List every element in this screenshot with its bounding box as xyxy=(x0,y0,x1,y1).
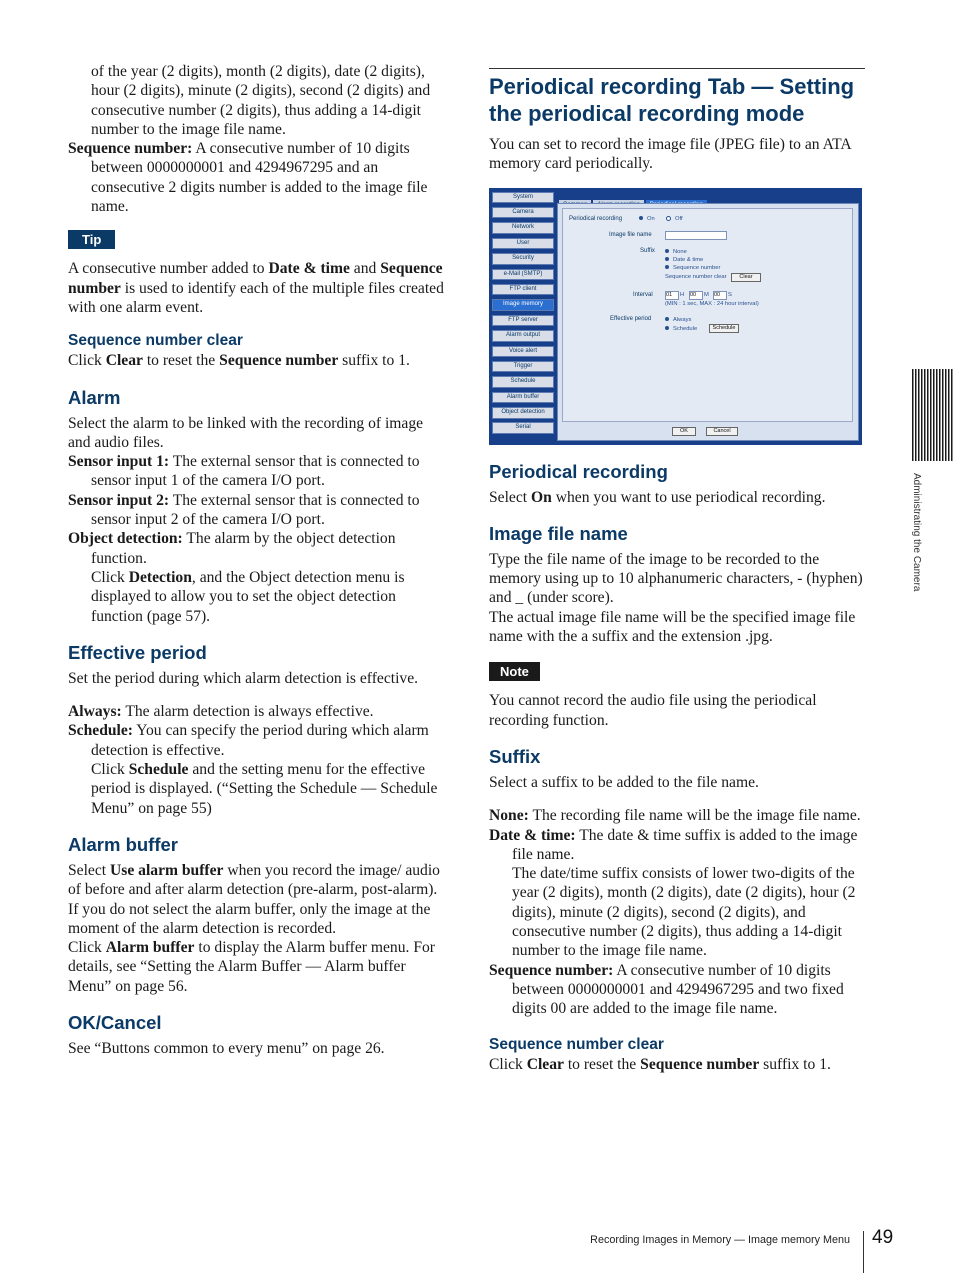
second-input: 00 xyxy=(713,291,727,300)
sidebar-item: System xyxy=(492,192,554,204)
opt-none: None xyxy=(665,248,687,256)
sidebar-item: Camera xyxy=(492,207,554,219)
schedule-button: Schedule xyxy=(709,324,739,333)
ok-cancel-heading: OK/Cancel xyxy=(68,1011,162,1033)
sidebar-item: Security xyxy=(492,253,554,265)
sidebar-item: Alarm output xyxy=(492,330,554,342)
opt-schedule: Schedule xyxy=(665,325,697,333)
off-option: Off xyxy=(666,215,683,223)
alarm-buffer-heading: Alarm buffer xyxy=(68,833,178,855)
none-item: None: The recording file name will be the image file name. xyxy=(489,807,861,825)
image-file-name-text-2: The actual image file name will be the specified image file name with the a suffix and the extension .jpg. xyxy=(489,608,856,646)
page-number: 49 xyxy=(872,1227,894,1248)
sidebar-item: Network xyxy=(492,222,554,234)
sequence-number-item: Sequence number: A consecutive number of 10 digits between 0000000001 and 4294967295 and an consecutive 2 digits number is added to the image file name. xyxy=(68,140,428,216)
ok-button: OK xyxy=(672,427,696,436)
alarm-heading: Alarm xyxy=(68,386,121,408)
alarm-buffer-text-3: Click Alarm buffer to display the Alarm buffer menu. For details, see “Setting the Alarm Buffer — Alarm buffer Menu” on page 56. xyxy=(68,939,435,995)
sidebar-item: Alarm buffer xyxy=(492,392,554,404)
continued-paragraph: of the year (2 digits), month (2 digits), date (2 digits), hour (2 digits), minute (2 digits), second (2 digits) and consecutive number (2 digits), thus adding a 14-digit number to the image file name. xyxy=(91,63,431,138)
image-file-name-input xyxy=(665,231,727,240)
sidebar-item: Schedule xyxy=(492,376,554,388)
object-detection-item: Object detection: The alarm by the object detection function. xyxy=(68,530,396,567)
alarm-buffer-text: Select Use alarm buffer when you record the image/ audio of before and after alarm detection (pre-alarm, post-alarm). xyxy=(68,861,440,899)
cancel-button: Cancel xyxy=(706,427,738,436)
sidebar-item-active: Image memory xyxy=(492,299,554,311)
tip-label: Tip xyxy=(68,230,115,249)
sidebar-item: Object detection xyxy=(492,407,554,419)
screenshot-panel xyxy=(557,203,859,441)
hour-input: 01 xyxy=(665,291,679,300)
object-detection-detail: Click Detection, and the Object detection menu is displayed to allow you to set the object detection function (page 57). xyxy=(91,568,405,625)
sidebar-item: FTP client xyxy=(492,284,554,296)
sensor-input-2-item: Sensor input 2: The external sensor that is connected to sensor input 2 of the camera I/O port. xyxy=(68,491,420,529)
sidebar-item: FTP server xyxy=(492,315,554,327)
clear-button: Clear xyxy=(731,273,761,282)
schedule-item: Schedule: You can specify the period during which alarm detection is effective. xyxy=(68,722,429,759)
note-label: Note xyxy=(489,662,540,681)
effective-period-intro: Set the period during which alarm detection is effective. xyxy=(68,669,419,687)
minute-input: 00 xyxy=(689,291,703,300)
footer-divider xyxy=(863,1231,864,1273)
periodical-recording-heading: Periodical recording xyxy=(489,460,668,482)
sidebar-item: User xyxy=(492,238,554,250)
schedule-detail: Click Schedule and the setting menu for the effective period is displayed. (“Setting the Schedule — Schedule Menu” on page 55) xyxy=(91,761,438,817)
sequence-number-item-right: Sequence number: A consecutive number of 10 digits between 0000000001 and 4294967295 and two fixed digits 00 are added to the image file name. xyxy=(489,961,844,1018)
effective-period-heading: Effective period xyxy=(68,641,207,663)
opt-sequence-number: Sequence number xyxy=(665,264,720,272)
screenshot-sidebar xyxy=(492,192,554,438)
alarm-intro: Select the alarm to be linked with the recording of image and audio files. xyxy=(68,414,424,451)
interval-range: (MIN : 1 sec, MAX : 24 hour interval) xyxy=(665,300,759,307)
interval-label: Interval xyxy=(633,291,653,298)
settings-screenshot xyxy=(489,188,862,445)
seq-clear-label: Sequence number clear xyxy=(665,273,727,280)
date-time-detail: The date/time suffix consists of lower two-digits of the year (2 digits), month (2 digits), date (2 digits), hour (2 digits), minute (2 digits), second (2 digits), and consecutive number (2 digits), thus adding a 14-digit number to the image file name. xyxy=(512,865,856,960)
left-column xyxy=(68,62,446,1058)
section-intro: You can set to record the image file (JPEG file) to an ATA memory card periodically. xyxy=(489,136,851,173)
date-time-item: Date & time: The date & time suffix is added to the image file name. xyxy=(489,826,858,863)
ep-label: Effective period xyxy=(610,315,652,322)
image-file-name-heading: Image file name xyxy=(489,522,628,544)
screenshot-form xyxy=(562,208,853,422)
always-item: Always: The alarm detection is always effective. xyxy=(68,703,374,721)
second-unit: S xyxy=(728,291,732,298)
sidebar-item: Serial xyxy=(492,422,554,434)
chapter-index-bar xyxy=(912,369,954,461)
opt-date-time: Date & time xyxy=(665,256,703,264)
periodical-recording-text: Select On when you want to use periodical recording. xyxy=(489,488,826,506)
sequence-number-clear-text: Click Clear to reset the Sequence number suffix to 1. xyxy=(68,352,410,370)
sidebar-item: Trigger xyxy=(492,361,554,373)
sequence-number-clear-text-right: Click Clear to reset the Sequence number suffix to 1. xyxy=(489,1055,831,1073)
sequence-number-clear-heading: Sequence number clear xyxy=(68,332,243,350)
image-file-name-text: Type the file name of the image to be recorded to the memory using up to 10 alphanumeric characters, - (hyphen) and _ (under score). xyxy=(489,550,863,607)
running-footer: Recording Images in Memory — Image memory Menu xyxy=(590,1234,850,1246)
screenshot-tabs xyxy=(559,192,709,203)
opt-always: Always xyxy=(665,316,691,324)
hour-unit: H xyxy=(680,291,685,298)
on-option: On xyxy=(639,215,655,223)
pr-label: Periodical recording xyxy=(569,215,623,222)
minute-unit: M xyxy=(704,291,709,298)
suffix-intro: Select a suffix to be added to the file name. xyxy=(489,773,759,791)
note-text: You cannot record the audio file using the periodical recording function. xyxy=(489,692,817,729)
tip-text: A consecutive number added to Date & time and Sequence number is used to identify each of the multiple files created with one alarm event. xyxy=(68,260,444,316)
ok-cancel-text: See “Buttons common to every menu” on page 26. xyxy=(68,1039,385,1057)
sidebar-item: Voice alert xyxy=(492,346,554,358)
chapter-side-label: Administrating the Camera xyxy=(911,473,922,592)
alarm-buffer-text-2: If you do not select the alarm buffer, only the image at the moment of the alarm detection is recorded. xyxy=(68,900,431,937)
right-column xyxy=(489,68,865,1074)
suffix-heading: Suffix xyxy=(489,745,541,767)
sequence-number-clear-heading-right: Sequence number clear xyxy=(489,1035,664,1053)
ifn-label: Image file name xyxy=(609,231,652,238)
suffix-label: Suffix xyxy=(640,247,655,254)
sidebar-item: e-Mail (SMTP) xyxy=(492,269,554,281)
sensor-input-1-item: Sensor input 1: The external sensor that is connected to sensor input 1 of the camera I/O port. xyxy=(68,453,420,490)
section-title: Periodical recording Tab — Setting the periodical recording mode xyxy=(489,68,865,127)
